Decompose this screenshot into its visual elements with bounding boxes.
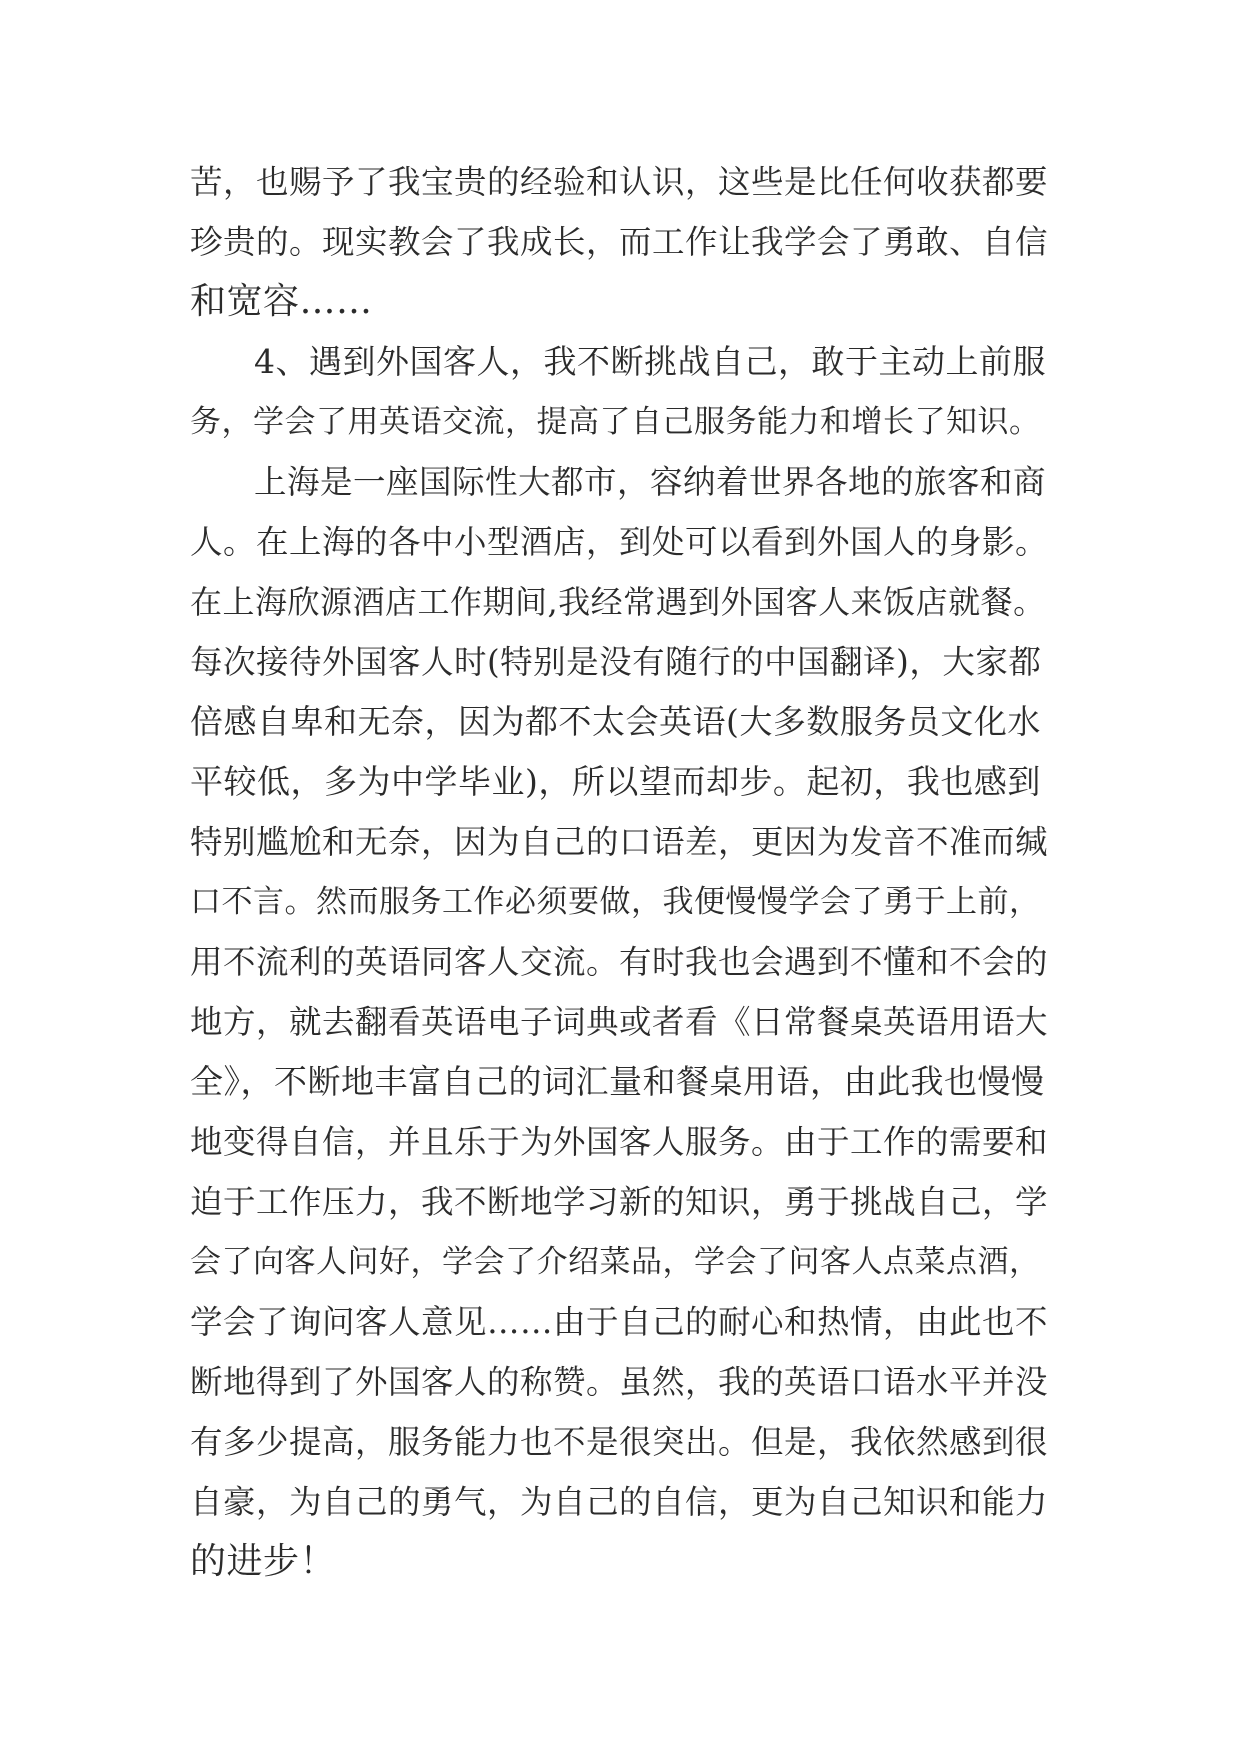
text-line: 特别尴尬和无奈，因为自己的口语差，更因为发音不准而缄: [190, 823, 1049, 861]
body-text: [190, 152, 1050, 1592]
text-line: 的进步！: [190, 1541, 337, 1582]
text-line: 倍感自卑和无奈，因为都不太会英语(大多数服务员文化水: [190, 702, 1041, 741]
text-line: 口不言。然而服务工作必须要做，我便慢慢学会了勇于上前，: [190, 884, 1041, 920]
text-line: 每次接待外国客人时(特别是没有随行的中国翻译)，大家都: [190, 643, 1042, 681]
text-line: 学会了询问客人意见……由于自己的耐心和热情，由此也不: [190, 1303, 1049, 1341]
text-line: 全》，不断地丰富自己的词汇量和餐桌用语，由此我也慢慢: [190, 1062, 1045, 1101]
text-line: 苦，也赐予了我宝贵的经验和认识，这些是比任何收获都要: [190, 163, 1049, 201]
text-line: 平较低，多为中学毕业)，所以望而却步。起初，我也感到: [190, 762, 1041, 801]
text-line: 珍贵的。现实教会了我成长，而工作让我学会了勇敢、自信: [190, 223, 1049, 261]
text-line: 用不流利的英语同客人交流。有时我也会遇到不懂和不会的: [190, 943, 1049, 981]
text-line: 有多少提高，服务能力也不是很突出。但是，我依然感到很: [190, 1423, 1049, 1461]
text-line: 在上海欣源酒店工作期间,我经常遇到外国客人来饭店就餐。: [190, 583, 1046, 621]
text-line: 务，学会了用英语交流，提高了自己服务能力和增长了知识。: [190, 404, 1041, 440]
text-line: 地方，就去翻看英语电子词典或者看《日常餐桌英语用语大: [190, 1003, 1049, 1041]
text-line: 迫于工作压力，我不断地学习新的知识，勇于挑战自己，学: [190, 1183, 1049, 1221]
text-line: 自豪，为自己的勇气，为自己的自信，更为自己知识和能力: [190, 1483, 1049, 1521]
text-line: 人。在上海的各中小型酒店，到处可以看到外国人的身影。: [190, 523, 1049, 561]
text-line: 断地得到了外国客人的称赞。虽然，我的英语口语水平并没: [190, 1363, 1049, 1401]
text-line: 会了向客人问好，学会了介绍菜品，学会了问客人点菜点酒，: [190, 1244, 1041, 1280]
text-line: 上海是一座国际性大都市，容纳着世界各地的旅客和商: [254, 463, 1047, 501]
text-line: 地变得自信，并且乐于为外国客人服务。由于工作的需要和: [190, 1123, 1049, 1161]
text-line: 和宽容……: [190, 281, 373, 322]
text-line: 4、遇到外国客人，我不断挑战自己，敢于主动上前服: [254, 342, 1046, 381]
